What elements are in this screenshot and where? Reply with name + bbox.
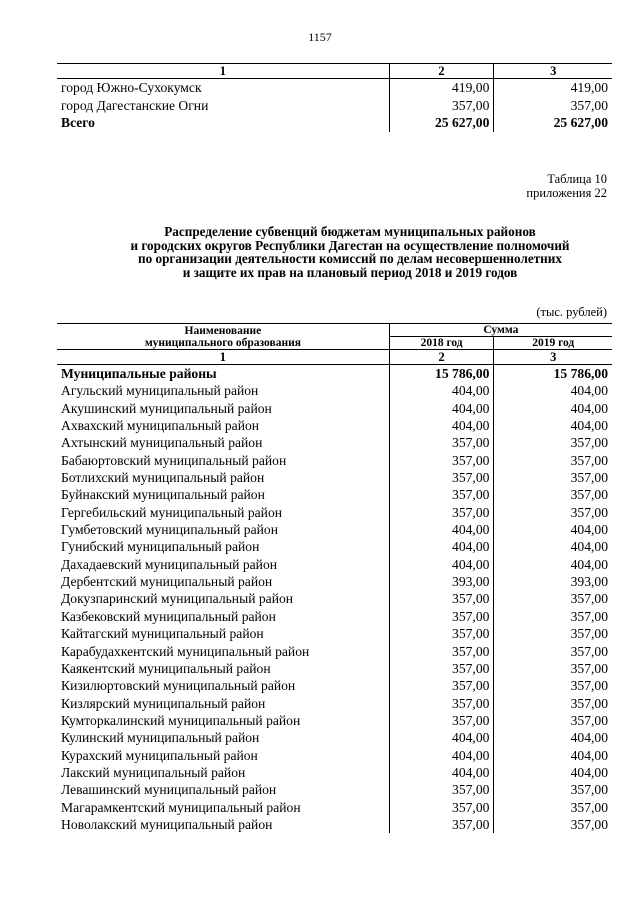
amount-2019: 404,00 bbox=[494, 417, 612, 434]
amount-2018: 357,00 bbox=[389, 677, 494, 694]
continuation-table bbox=[57, 63, 612, 132]
amount-2019: 357,00 bbox=[494, 660, 612, 677]
table-row bbox=[57, 556, 612, 573]
main-header-row bbox=[57, 324, 612, 337]
table-row bbox=[57, 573, 612, 590]
municipality-name: Гунибский муниципальный район bbox=[61, 539, 260, 555]
unit-note: (тыс. рублей) bbox=[536, 305, 607, 319]
municipality-name: Бабаюртовский муниципальный район bbox=[61, 452, 287, 468]
column-number-1: 1 bbox=[57, 64, 389, 79]
table-row bbox=[57, 97, 612, 115]
table-row bbox=[57, 486, 612, 503]
column-numbers-row bbox=[57, 350, 612, 365]
municipality-name: Агульский муниципальный район bbox=[61, 383, 259, 399]
header-year-2018: 2018 год bbox=[389, 337, 494, 350]
table-row bbox=[57, 625, 612, 642]
amount-2018: 404,00 bbox=[389, 538, 494, 555]
amount-2018: 393,00 bbox=[389, 573, 494, 590]
table-row bbox=[57, 382, 612, 399]
municipality-name: Дербентский муниципальный район bbox=[61, 574, 273, 590]
amount-2019: 404,00 bbox=[494, 538, 612, 555]
amount-2018: 419,00 bbox=[389, 79, 494, 97]
title-line: и городских округов Республики Дагестан на осуществление полномочий bbox=[130, 237, 570, 253]
amount-2019: 404,00 bbox=[494, 764, 612, 781]
amount-2018: 357,00 bbox=[389, 452, 494, 469]
amount-2018: 404,00 bbox=[389, 400, 494, 417]
table-row bbox=[57, 469, 612, 486]
header-municipality bbox=[57, 324, 389, 350]
municipality-name: Кулинский муниципальный район bbox=[61, 730, 260, 746]
municipality-name: Магарамкентский муниципальный район bbox=[61, 799, 301, 815]
amount-2019: 357,00 bbox=[494, 712, 612, 729]
table-row bbox=[57, 504, 612, 521]
municipality-name: Курахский муниципальный район bbox=[61, 747, 258, 763]
column-number-3: 3 bbox=[494, 64, 612, 79]
amount-2018: 404,00 bbox=[389, 764, 494, 781]
table-title bbox=[60, 225, 640, 279]
municipality-name: Лакский муниципальный район bbox=[61, 764, 246, 780]
amount-2018: 357,00 bbox=[389, 486, 494, 503]
municipality-name: Ботлихский муниципальный район bbox=[61, 470, 265, 486]
amount-2019: 357,00 bbox=[494, 799, 612, 816]
municipality-name: Левашинский муниципальный район bbox=[61, 782, 277, 798]
table-row bbox=[57, 452, 612, 469]
amount-2018: 357,00 bbox=[389, 608, 494, 625]
municipality-name: Карабудахкентский муниципальный район bbox=[61, 643, 310, 659]
amount-2018: 357,00 bbox=[389, 469, 494, 486]
table-row bbox=[57, 590, 612, 607]
amount-2019: 404,00 bbox=[494, 382, 612, 399]
column-number-2: 2 bbox=[389, 64, 494, 79]
amount-2018: 357,00 bbox=[389, 590, 494, 607]
column-number-1: 1 bbox=[57, 350, 389, 365]
table-row bbox=[57, 712, 612, 729]
amount-2018: 357,00 bbox=[389, 434, 494, 451]
amount-2019: 357,00 bbox=[494, 643, 612, 660]
amount-2019: 419,00 bbox=[494, 79, 612, 97]
municipality-name: Муниципальные районы bbox=[61, 366, 217, 381]
amount-2019: 357,00 bbox=[494, 590, 612, 607]
amount-2018: 404,00 bbox=[389, 521, 494, 538]
amount-2018: 357,00 bbox=[389, 643, 494, 660]
title-line: и защите их прав на плановый период 2018 и 2019 годов bbox=[182, 264, 518, 280]
table-row bbox=[57, 400, 612, 417]
table-row bbox=[57, 608, 612, 625]
amount-2019: 404,00 bbox=[494, 521, 612, 538]
amount-2019: 357,00 bbox=[494, 608, 612, 625]
table-row bbox=[57, 764, 612, 781]
title-line: по организации деятельности комиссий по делам несовершеннолетних bbox=[138, 251, 562, 266]
header-name-line: Наименование bbox=[184, 324, 262, 337]
column-number-3: 3 bbox=[494, 350, 612, 365]
amount-2018: 357,00 bbox=[389, 712, 494, 729]
amount-2018: 357,00 bbox=[389, 816, 494, 833]
table-row bbox=[57, 695, 612, 712]
municipality-name: Гумбетовский муниципальный район bbox=[61, 522, 278, 538]
amount-2018: 357,00 bbox=[389, 695, 494, 712]
amount-2019: 357,00 bbox=[494, 781, 612, 798]
amount-2019: 404,00 bbox=[494, 729, 612, 746]
column-number-2: 2 bbox=[389, 350, 494, 365]
amount-2018: 404,00 bbox=[389, 382, 494, 399]
municipality-name: Каякентский муниципальный район bbox=[61, 660, 271, 676]
municipality-name: Кизлярский муниципальный район bbox=[61, 695, 266, 711]
amount-2019: 393,00 bbox=[494, 573, 612, 590]
municipality-name: Акушинский муниципальный район bbox=[61, 400, 272, 416]
amount-2018: 404,00 bbox=[389, 747, 494, 764]
amount-2019: 15 786,00 bbox=[494, 365, 612, 383]
table-row bbox=[57, 79, 612, 97]
table-row bbox=[57, 538, 612, 555]
header-year-2019: 2019 год bbox=[494, 337, 612, 350]
municipality-name: Всего bbox=[61, 115, 95, 130]
amount-2019: 357,00 bbox=[494, 452, 612, 469]
municipality-name: Гергебильский муниципальный район bbox=[61, 504, 283, 520]
table-row bbox=[57, 677, 612, 694]
municipality-name: Докузпаринский муниципальный район bbox=[61, 591, 294, 607]
subvention-table bbox=[57, 323, 612, 833]
table-row bbox=[57, 643, 612, 660]
municipality-name: Ахтынский муниципальный район bbox=[61, 435, 263, 451]
table-row bbox=[57, 799, 612, 816]
municipality-name: Буйнакский муниципальный район bbox=[61, 487, 265, 503]
table-row bbox=[57, 521, 612, 538]
municipality-name: Ахвахский муниципальный район bbox=[61, 418, 260, 434]
municipality-name: Дахадаевский муниципальный район bbox=[61, 556, 278, 572]
amount-2018: 357,00 bbox=[389, 504, 494, 521]
municipality-name: Новолакский муниципальный район bbox=[61, 816, 273, 832]
header-sum: Сумма bbox=[389, 324, 612, 337]
municipality-name: город Дагестанские Огни bbox=[61, 97, 209, 113]
amount-2019: 357,00 bbox=[494, 97, 612, 115]
amount-2018: 404,00 bbox=[389, 417, 494, 434]
municipality-name: город Южно-Сухокумск bbox=[61, 80, 202, 95]
table-row bbox=[57, 417, 612, 434]
amount-2019: 357,00 bbox=[494, 625, 612, 642]
table-label bbox=[526, 172, 607, 200]
amount-2018: 404,00 bbox=[389, 556, 494, 573]
table-row bbox=[57, 365, 612, 383]
amount-2018: 357,00 bbox=[389, 799, 494, 816]
table-row bbox=[57, 114, 612, 132]
table-number-label: Таблица 10 bbox=[547, 172, 607, 186]
amount-2019: 404,00 bbox=[494, 747, 612, 764]
table-row bbox=[57, 660, 612, 677]
table-row bbox=[57, 729, 612, 746]
amount-2018: 357,00 bbox=[389, 625, 494, 642]
amount-2019: 357,00 bbox=[494, 695, 612, 712]
municipality-name: Кумторкалинский муниципальный район bbox=[61, 712, 301, 728]
amount-2019: 25 627,00 bbox=[494, 114, 612, 132]
municipality-name: Кайтагский муниципальный район bbox=[61, 626, 264, 642]
amount-2018: 15 786,00 bbox=[389, 365, 494, 383]
amount-2019: 357,00 bbox=[494, 469, 612, 486]
table-row bbox=[57, 816, 612, 833]
amount-2019: 357,00 bbox=[494, 504, 612, 521]
appendix-label: приложения 22 bbox=[526, 186, 607, 200]
title-line: Распределение субвенций бюджетам муниципальных районов bbox=[164, 224, 536, 239]
municipality-name: Кизилюртовский муниципальный район bbox=[61, 678, 296, 694]
amount-2019: 357,00 bbox=[494, 677, 612, 694]
continuation-header-row bbox=[57, 64, 612, 79]
municipality-name: Казбековский муниципальный район bbox=[61, 608, 276, 624]
amount-2019: 357,00 bbox=[494, 434, 612, 451]
table-row bbox=[57, 434, 612, 451]
amount-2018: 357,00 bbox=[389, 781, 494, 798]
header-name-line: муниципального образования bbox=[144, 336, 301, 349]
page-number: 1157 bbox=[308, 30, 332, 44]
amount-2018: 404,00 bbox=[389, 729, 494, 746]
amount-2019: 357,00 bbox=[494, 816, 612, 833]
amount-2018: 357,00 bbox=[389, 97, 494, 115]
amount-2018: 25 627,00 bbox=[389, 114, 494, 132]
amount-2019: 404,00 bbox=[494, 400, 612, 417]
amount-2019: 404,00 bbox=[494, 556, 612, 573]
amount-2019: 357,00 bbox=[494, 486, 612, 503]
table-row bbox=[57, 781, 612, 798]
amount-2018: 357,00 bbox=[389, 660, 494, 677]
table-row bbox=[57, 747, 612, 764]
